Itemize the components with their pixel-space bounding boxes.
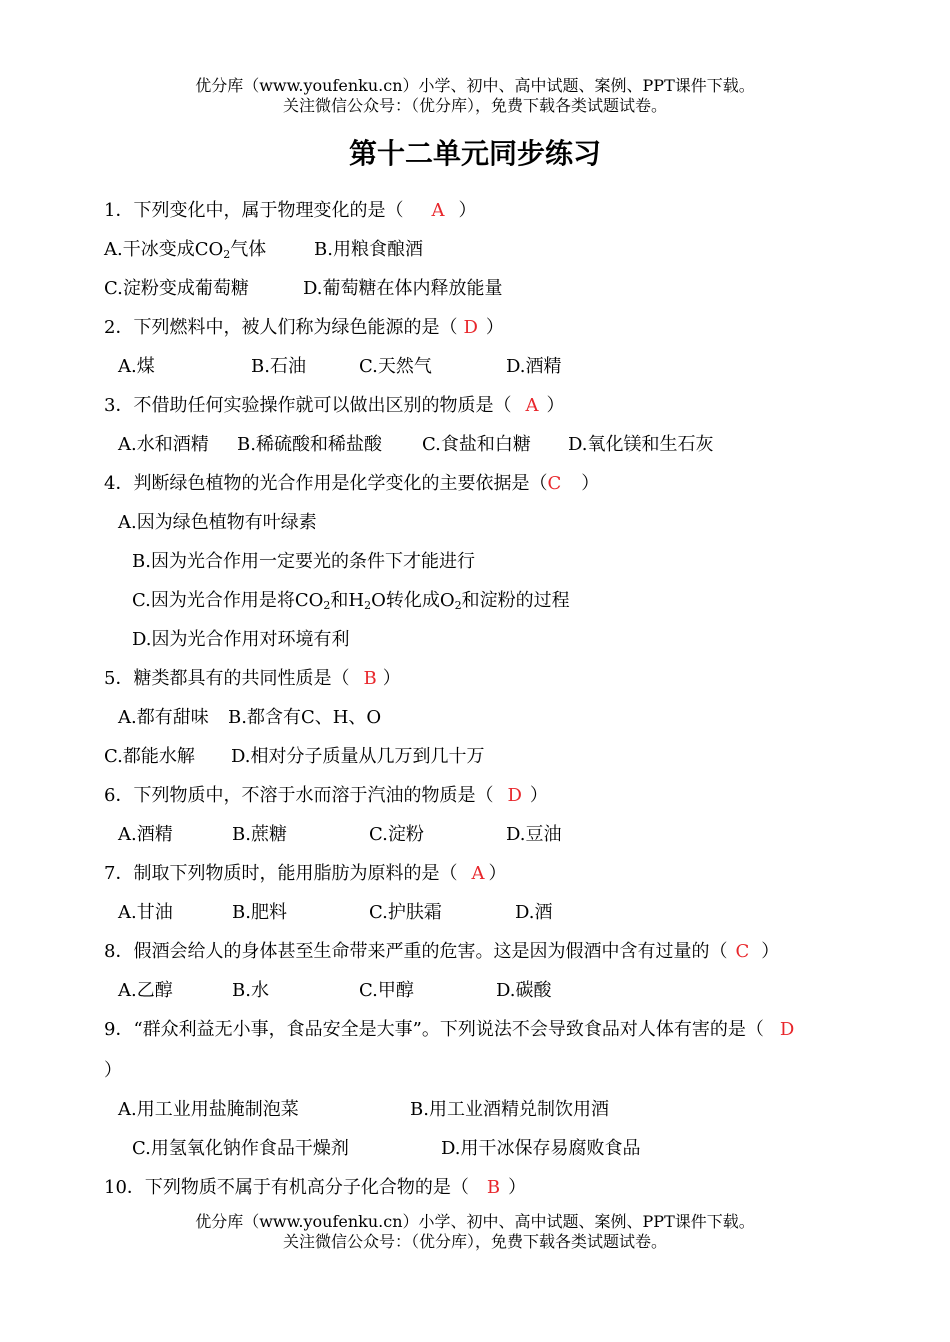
question-text: 4．判断绿色植物的光合作用是化学变化的主要依据是（ [104,473,548,494]
question-9-stem [104,1017,794,1043]
question-4-option-c [132,588,570,614]
option-c-text: O转化成O [371,590,455,611]
question-text: 3．不借助任何实验操作就可以做出区别的物质是（ [104,395,512,416]
header-line-2: 关注微信公众号：（优分库），免费下载各类试题试卷。 [282,96,667,115]
option-b: B.石油 [251,356,306,377]
option-c: C.天然气 [359,356,432,377]
question-text: 8．假酒会给人的身体甚至生命带来严重的危害。这是因为假酒中含有过量的（ [104,941,728,962]
option-c: C.护肤霜 [369,902,442,923]
option-c: C.用氢氧化钠作食品干燥剂 [132,1138,349,1159]
question-text: 9．“群众利益无小事，食品安全是大事”。下列说法不会导致食品对人体有害的是（ [104,1019,764,1040]
question-3-stem [104,393,564,419]
question-7-stem [104,861,506,887]
bracket-close: ） [382,668,401,689]
question-10-stem [104,1175,526,1201]
answer-mark: A [471,863,485,884]
bracket-close: ） [508,1177,527,1198]
question-text: 7．制取下列物质时，能用脂肪为原料的是（ [104,863,458,884]
document-title: 第十二单元同步练习 [348,137,601,170]
question-4-option-b: B.因为光合作用一定要光的条件下才能进行 [132,551,475,572]
question-3-options [118,432,714,458]
subscript: 2 [223,248,231,261]
page-footer [0,1212,950,1252]
question-text: 1．下列变化中，属于物理变化的是（ [104,200,404,221]
answer-mark: B [363,668,377,689]
question-1-options-row-1 [104,237,423,263]
option-d: D.豆油 [506,824,562,845]
option-a: A.用工业用盐腌制泡菜 [118,1099,299,1120]
question-2-stem [104,315,504,341]
subscript: 2 [454,599,462,612]
answer-mark: A [431,200,445,221]
option-b: B.都含有C、H、O [228,707,382,728]
option-a [104,237,314,263]
question-text: 6．下列物质中，不溶于水而溶于汽油的物质是（ [104,785,494,806]
question-text: 10．下列物质不属于有机高分子化合物的是（ [104,1177,469,1198]
option-a: A.煤 [118,356,155,377]
question-text: 5．糖类都具有的共同性质是（ [104,668,350,689]
bracket-close: ） [485,317,504,338]
option-b: B.水 [232,980,269,1001]
option-d: D.氧化镁和生石灰 [568,434,714,455]
footer-line-1: 优分库（www.youfenku.cn）小学、初中、高中试题、案例、PPT课件下载。 [195,1212,755,1231]
option-c: C.食盐和白糖 [422,434,531,455]
option-d: D.相对分子质量从几万到几十万 [231,746,485,767]
option-c: C.都能水解 [104,746,195,767]
question-8-options [118,978,552,1004]
option-b: B.用粮食酿酒 [314,239,423,260]
answer-mark: B [486,1177,501,1198]
option-c-text: 和淀粉的过程 [461,590,570,611]
option-a-text: A.干冰变成CO [104,239,224,260]
question-7-options [118,900,553,926]
header-line-1: 优分库（www.youfenku.cn）小学、初中、高中试题、案例、PPT课件下载。 [195,76,755,95]
option-d: D.用干冰保存易腐败食品 [441,1138,641,1159]
option-a-text-tail: 气体 [230,239,267,260]
question-2-options [118,354,562,380]
option-a: A.都有甜味 [118,707,209,728]
footer-line-2: 关注微信公众号：（优分库），免费下载各类试题试卷。 [282,1232,667,1251]
bracket-close: ） [488,863,507,884]
question-8-stem [104,939,779,965]
bracket-close: ） [546,395,565,416]
option-b: B.用工业酒精兑制饮用酒 [410,1099,609,1120]
answer-mark: C [735,941,750,962]
answer-mark: D [507,785,522,806]
question-5-options-row-1 [118,705,381,731]
question-5-stem [104,666,401,692]
question-9-bracket-close: ） [104,1060,122,1081]
option-a: A.乙醇 [118,980,173,1001]
option-c: C.甲醇 [359,980,414,1001]
option-a: A.水和酒精 [118,434,209,455]
option-d: D.碳酸 [496,980,552,1001]
option-d: D.酒 [515,902,553,923]
question-4-stem [104,471,599,497]
question-9-options-row-2 [132,1136,641,1162]
answer-mark: D [779,1019,795,1040]
option-c: C.淀粉变成葡萄糖 [104,278,249,299]
question-4-option-a: A.因为绿色植物有叶绿素 [118,512,317,533]
option-c-text: C.因为光合作用是将CO [132,590,324,611]
subscript: 2 [364,599,372,612]
question-9-options-row-1 [118,1097,609,1123]
question-1-stem [104,198,476,224]
bracket-close: ） [529,785,548,806]
answer-mark: A [525,395,539,416]
option-a: A.酒精 [118,824,173,845]
question-6-stem [104,783,548,809]
question-1-options-row-2 [104,276,503,302]
option-d: D.酒精 [506,356,562,377]
option-a: A.甘油 [118,902,173,923]
option-b: B.稀硫酸和稀盐酸 [237,434,382,455]
option-b: B.肥料 [232,902,287,923]
bracket-close: ） [761,941,780,962]
question-4-option-d: D.因为光合作用对环境有利 [132,629,350,650]
option-c-text: 和H [330,590,365,611]
answer-mark: D [463,317,478,338]
option-c: C.淀粉 [369,824,424,845]
question-5-options-row-2 [104,744,485,770]
answer-mark: C [547,473,562,494]
option-b: B.蔗糖 [232,824,287,845]
question-text: 2．下列燃料中，被人们称为绿色能源的是（ [104,317,458,338]
question-6-options [118,822,562,848]
option-d: D.葡萄糖在体内释放能量 [303,278,503,299]
page-header [0,76,950,116]
subscript: 2 [323,599,331,612]
bracket-close: ） [581,473,600,494]
bracket-close: ） [458,200,477,221]
